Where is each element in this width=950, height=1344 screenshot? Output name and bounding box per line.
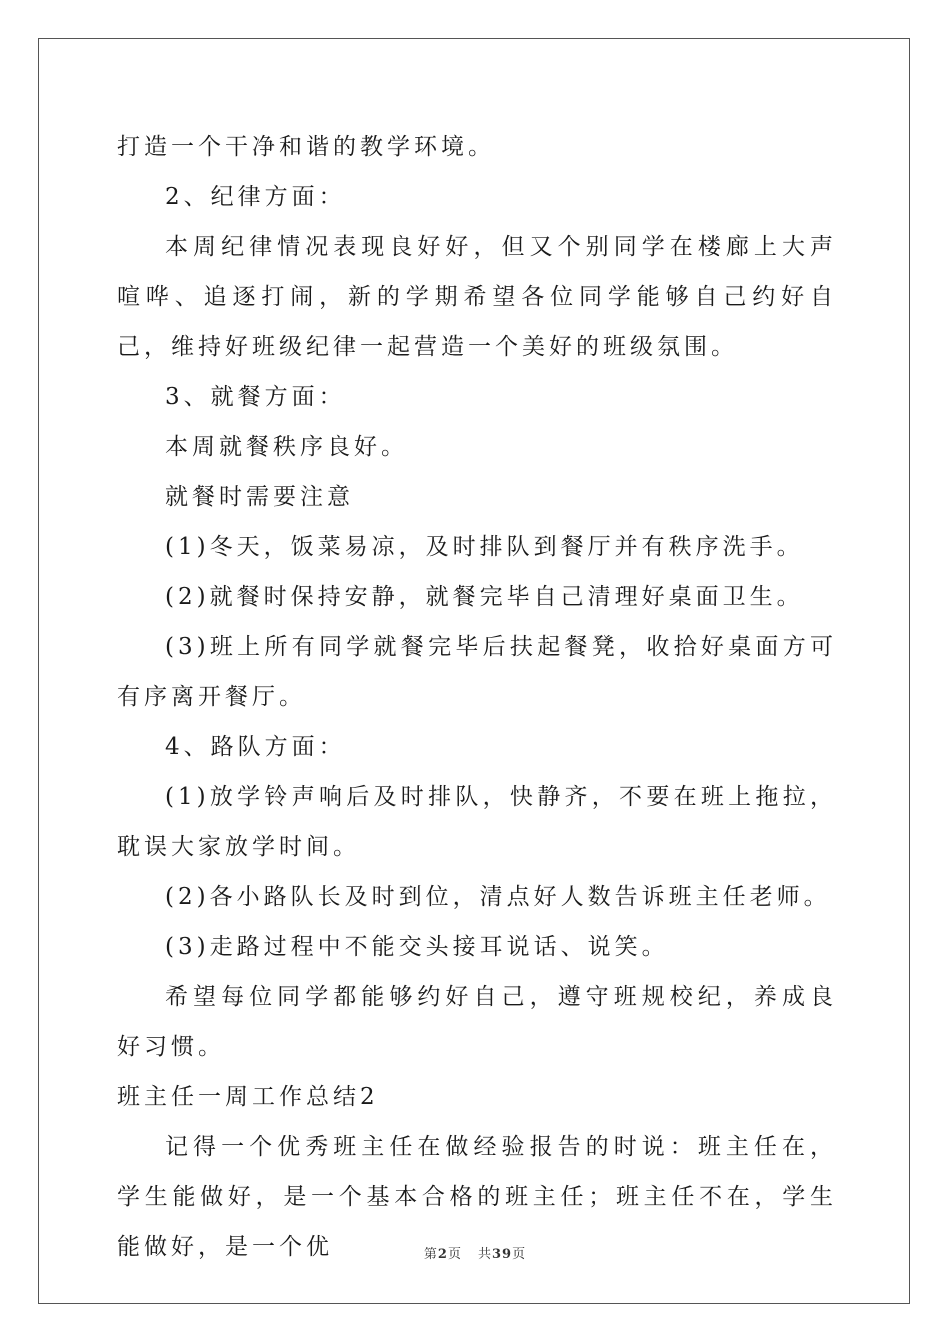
list-item: (3)班上所有同学就餐完毕后扶起餐凳，收拾好桌面方可有序离开餐厅。 (117, 634, 837, 710)
total-prefix: 共 (477, 1247, 492, 1262)
section-heading-discipline: 2、纪律方面： (165, 184, 346, 210)
list-item: (3)走路过程中不能交头接耳说话、说笑。 (165, 934, 669, 960)
total-suffix: 页 (512, 1247, 527, 1262)
paragraph: 记得一个优秀班主任在做经验报告的时说：班主任在，学生能做好，是一个基本合格的班主任；班主任不在，学生能做好，是一个优 (117, 1134, 837, 1260)
list-item: (1)放学铃声响后及时排队，快静齐，不要在班上拖拉，耽误大家放学时间。 (117, 784, 837, 860)
article-title: 班主任一周工作总结2 (117, 1084, 379, 1110)
paragraph: 希望每位同学都能够约好自己，遵守班规校纪，养成良好习惯。 (117, 984, 837, 1060)
section-heading-queue: 4、路队方面： (165, 734, 346, 760)
paragraph: 本周就餐秩序良好。 (165, 434, 408, 460)
list-item: (1)冬天，饭菜易凉，及时排队到餐厅并有秩序洗手。 (165, 534, 804, 560)
list-item: (2)就餐时保持安静，就餐完毕自己清理好桌面卫生。 (165, 584, 804, 610)
list-item: (2)各小路队长及时到位，清点好人数告诉班主任老师。 (165, 884, 831, 910)
page-prefix: 第 (423, 1247, 438, 1262)
page-number: 2 (437, 1247, 448, 1262)
paragraph: 就餐时需要注意 (165, 484, 354, 510)
section-heading-dining: 3、就餐方面： (165, 384, 346, 410)
total-pages: 39 (491, 1247, 513, 1262)
document-body (117, 122, 837, 1272)
paragraph: 打造一个干净和谐的教学环境。 (117, 134, 495, 160)
page-suffix: 页 (447, 1247, 462, 1262)
page-footer (0, 1243, 950, 1262)
paragraph: 本周纪律情况表现良好好，但又个别同学在楼廊上大声喧哗、追逐打闹，新的学期希望各位同学能够自己约好自己，维持好班级纪律一起营造一个美好的班级氛围。 (117, 234, 837, 360)
